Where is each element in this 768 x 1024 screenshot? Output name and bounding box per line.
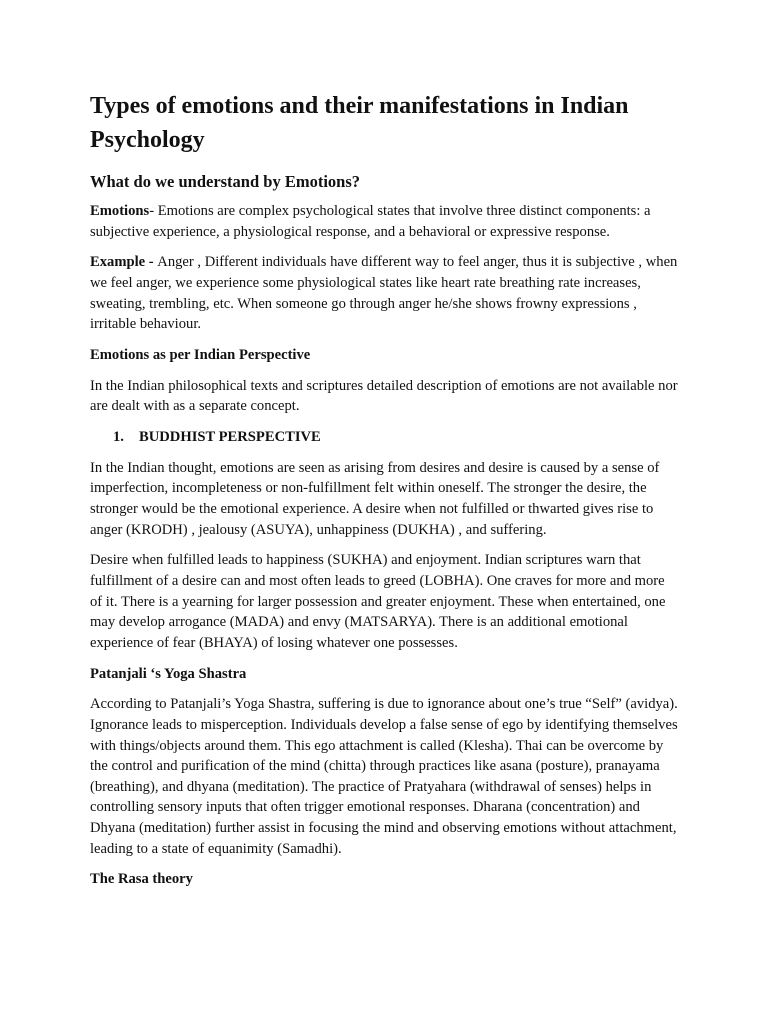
example-term: Example - xyxy=(90,254,158,271)
emotions-definition-text: - Emotions are complex psychological states that involve three distinct components: a subjective experience, a physiological response, and a behavioral or expressive response. xyxy=(90,203,651,240)
document-page xyxy=(90,89,680,900)
indian-perspective-heading: Emotions as per Indian Perspective xyxy=(90,346,311,363)
yoga-shastra-heading: Patanjali ‘s Yoga Shastra xyxy=(90,665,247,682)
section-subtitle-emotions: What do we understand by Emotions? xyxy=(90,172,361,191)
example-paragraph xyxy=(90,252,680,334)
buddhist-perspective-heading xyxy=(90,427,680,448)
emotions-term: Emotions xyxy=(90,203,150,219)
buddhist-paragraph-2: Desire when fulfilled leads to happiness (SUKHA) and enjoyment. Indian scriptures warn that fulfillment of a desire can and most often leads to greed (LOBHA). One craves for more and more of it. There is a yearning for larger possession and greater enjoyment. These when entertained, one may develop arrogance (MADA) and envy (MATSARYA). There is an additional emotional experience of fear (BHAYA) of losing whatever one possesses. xyxy=(90,552,666,651)
buddhist-paragraph-1: In the Indian thought, emotions are seen as arising from desires and desire is caused by a sense of imperfection, incompleteness or non-fulfillment felt within oneself. The stronger the desire, the stronger would be the emotional experience. A desire when not fulfilled or thwarted gives rise to anger (KRODH) , jealousy (ASUYA), unhappiness (DUKHA) , and suffering. xyxy=(90,459,660,538)
list-number: 1. xyxy=(113,429,124,446)
emotions-definition-paragraph xyxy=(90,201,680,242)
document-title: Types of emotions and their manifestations in Indian Psychology xyxy=(90,93,629,153)
indian-perspective-paragraph: In the Indian philosophical texts and scriptures detailed description of emotions are not available nor are dealt with as a separate concept. xyxy=(90,377,678,415)
buddhist-heading-label: BUDDHIST PERSPECTIVE xyxy=(139,429,321,446)
example-text: Anger , Different individuals have different way to feel anger, thus it is subjective , when we feel anger, we experience some physiological states like heart rate breathing rate increases, sweating, trembling, etc. When someone go through anger he/she shows frowny expressions , irritable behaviour. xyxy=(90,254,678,333)
rasa-theory-heading: The Rasa theory xyxy=(90,871,193,888)
yoga-shastra-paragraph: According to Patanjali’s Yoga Shastra, suffering is due to ignorance about one’s true “Self” (avidya). Ignorance leads to misperception. Individuals develop a false sense of ego by identifying themselves with things/objects around them. This ego attachment is called (Klesha). Thai can be overcome by the control and purification of the mind (chitta) through practices like asana (posture), pranayama (breathing), and dhyana (meditation). The practice of Pratyahara (withdrawal of senses) helps in controlling sensory inputs that often trigger emotional responses. Dharana (concentration) and Dhyana (meditation) further assist in focusing the mind and observing emotions without attachment, leading to a state of equanimity (Samadhi). xyxy=(90,696,678,857)
